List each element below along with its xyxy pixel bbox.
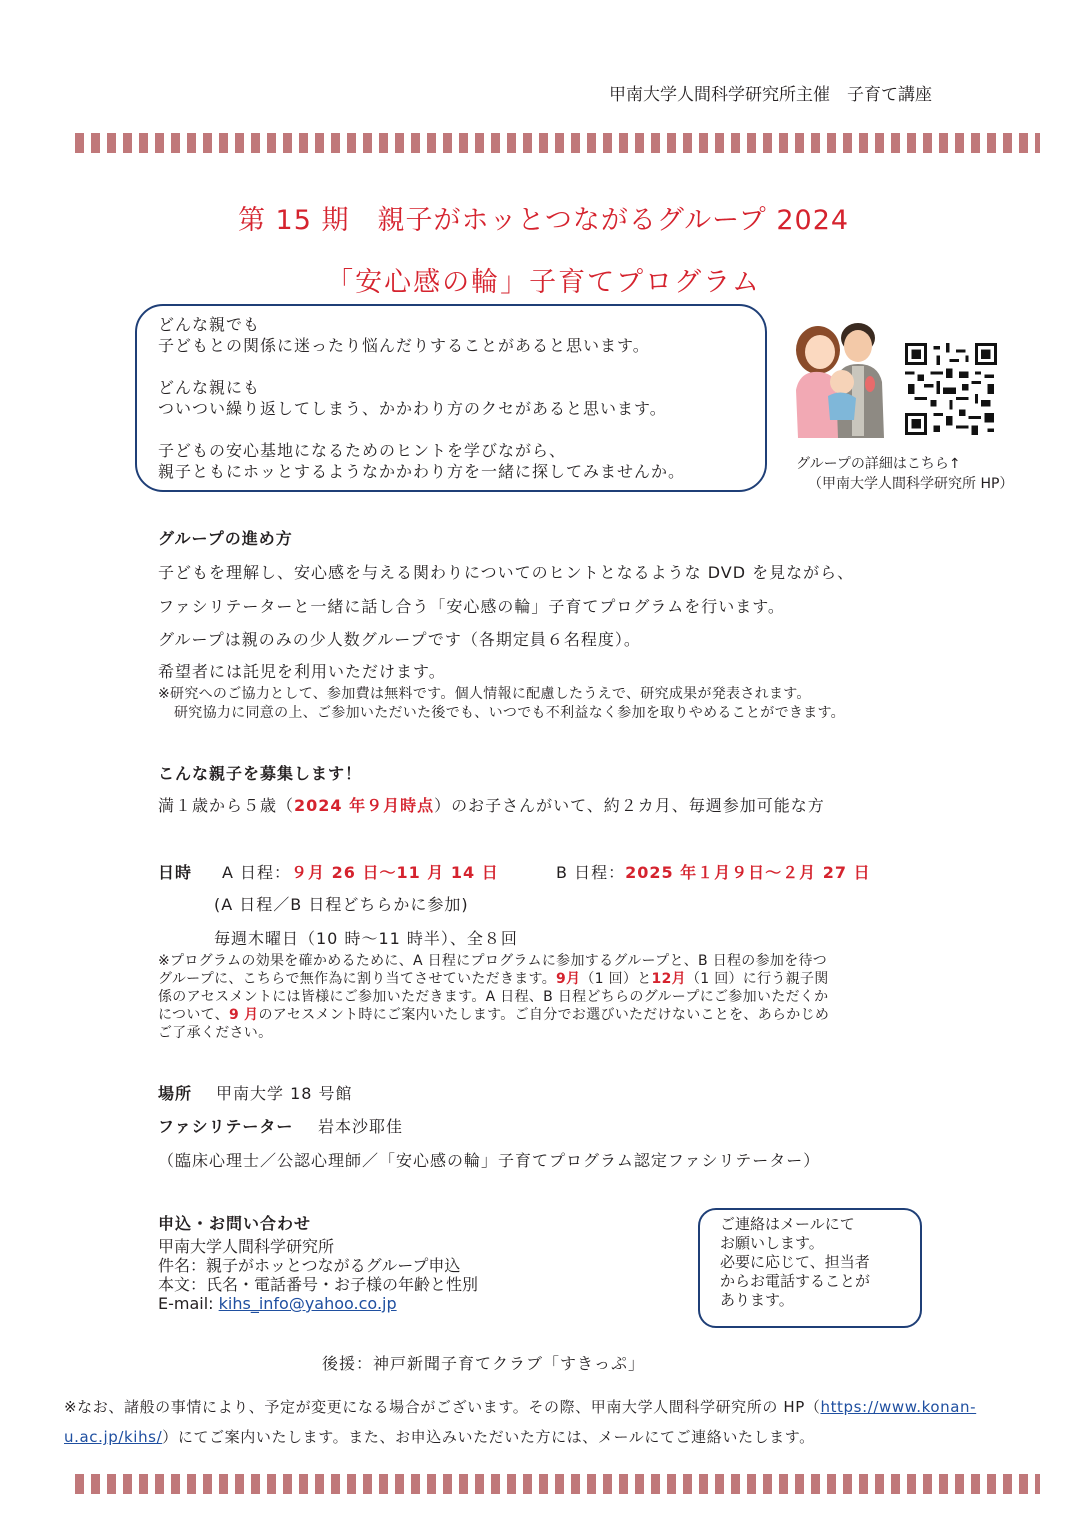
support-text: 後援：神戸新聞子育てクラブ「すきっぷ」 (322, 1354, 646, 1373)
schedule-label: 日時 (158, 863, 193, 882)
schedule-note-line (158, 970, 948, 988)
schedule-note-month: 9 月 (228, 1007, 259, 1023)
facilitator-name: 岩本沙耶佳 (318, 1117, 404, 1136)
schedule-a-label: A 日程： (222, 863, 292, 882)
method-note: 研究協力に同意の上、ご参加いただいた後でも、いつでも不利益なく参加を取りやめることができます。 (174, 705, 845, 721)
intro-line: ついつい繰り返してしまう、かかわり方のクセがあると思います。 (158, 399, 667, 418)
recruit-text (158, 793, 825, 816)
email-label: E-mail: (158, 1294, 219, 1313)
hp-link[interactable]: u.ac.jp/kihs/ (64, 1428, 163, 1446)
qr-caption (796, 454, 1046, 494)
schedule-b-dates: 2025 年１月９日～２月 27 日 (625, 863, 871, 882)
qr-caption-line: （甲南大学人間科学研究所 HP） (808, 476, 1014, 492)
page-title: 第 15 期 親子がホッとつながるグループ 2024 (237, 205, 850, 236)
bottom-dashed-divider (75, 1474, 1040, 1494)
schedule-note-line: ※プログラムの効果を確かめるために、A 日程にプログラムに参加するグループと、B 日程の参加を待つ (158, 953, 828, 969)
contact-line: 件名：親子がホッとつながるグループ申込 (158, 1256, 461, 1275)
method-line: 子どもを理解し、安心感を与える関わりについてのヒントとなるような DVD を見ながら、 (158, 563, 855, 582)
intro-text (158, 314, 685, 482)
contact-note-line: からお電話することが (720, 1272, 871, 1290)
family-illustration (790, 320, 896, 446)
schedule-b-label: B 日程： (556, 863, 626, 882)
contact-email-line (158, 1294, 478, 1313)
disclaimer-text: ）にてご案内いたします。また、お申込みいただいた方には、メールにてご連絡いたします。 (162, 1428, 815, 1446)
schedule-a (222, 860, 499, 883)
contact-heading: 申込・お問い合わせ (158, 1214, 312, 1233)
qr-caption-line: グループの詳細はこちら↑ (796, 456, 961, 472)
contact-line: 甲南大学人間科学研究所 (158, 1237, 335, 1256)
intro-line: 子どもとの関係に迷ったり悩んだりすることがあると思います。 (158, 336, 650, 355)
top-dashed-divider (75, 133, 1040, 153)
schedule-line: 毎週木曜日（10 時～11 時半）、全８回 (214, 929, 518, 948)
header-text: 甲南大学人間科学研究所主催 子育て講座 (609, 85, 932, 105)
schedule-a-dates: ９月 26 日～11 月 14 日 (291, 863, 499, 882)
contact-note (720, 1215, 870, 1310)
method-note: ※研究へのご協力として、参加費は無料です。個人情報に配慮したうえで、研究成果が発表されます。 (158, 686, 811, 702)
method-line: グループは親のみの少人数グループです（各期定員６名程度）。 (158, 630, 641, 649)
schedule-note (158, 952, 948, 1042)
email-link[interactable]: kihs_info@yahoo.co.jp (218, 1294, 397, 1313)
schedule-note-part: （1 回）と (580, 971, 652, 987)
intro-line: どんな親にも (158, 378, 261, 397)
method-heading: グループの進め方 (158, 529, 293, 548)
method-line: 希望者には託児を利用いただけます。 (158, 662, 446, 681)
recruit-text-pre: 満１歳から５歳（ (158, 796, 295, 815)
schedule-note-part: （1 回）に行う親子関 (685, 971, 829, 987)
method-line: ファシリテーターと一緒に話し合う「安心感の輪」子育てプログラムを行います。 (158, 597, 785, 616)
contact-note-line: あります。 (720, 1291, 794, 1309)
schedule-note-part: のアセスメント時にご案内いたします。ご自分でお選びいただけないことを、あらかじめ (258, 1007, 830, 1023)
facilitator-label: ファシリテーター (158, 1117, 294, 1136)
schedule-b (556, 860, 871, 883)
recruit-text-post: ）のお子さんがいて、約２カ月、毎週参加可能な方 (434, 796, 825, 815)
page-subtitle: 「安心感の輪」子育てプログラム (326, 267, 761, 298)
schedule-note-month: 12月 (651, 971, 686, 987)
hp-link[interactable]: https://www.konan- (820, 1398, 977, 1416)
contact-section (158, 1214, 478, 1313)
schedule-note-line: ご了承ください。 (158, 1025, 273, 1041)
contact-note-line: ご連絡はメールにて (720, 1215, 855, 1233)
schedule-note-line (158, 1006, 948, 1024)
qr-code-icon[interactable] (905, 343, 997, 435)
recruit-date-highlight: 2024 年９月時点 (294, 796, 435, 815)
schedule-note-month: 9月 (556, 971, 581, 987)
schedule-note-line: 係のアセスメントには皆様にご参加いただきます。A 日程、B 日程どちらのグループにご参加いただくか (158, 989, 829, 1005)
disclaimer-text: ※なお、諸般の事情により、予定が変更になる場合がございます。その際、甲南大学人間科学研究所の HP（ (64, 1398, 821, 1416)
contact-note-line: お願いします。 (720, 1234, 824, 1252)
contact-note-line: 必要に応じて、担当者 (720, 1253, 870, 1271)
intro-line: 子どもの安心基地になるためのヒントを学びながら、 (158, 441, 567, 460)
intro-line: 親子ともにホッとするようなかかわり方を一緒に探してみませんか。 (158, 462, 686, 481)
recruit-heading: こんな親子を募集します！ (158, 764, 363, 783)
place-value: 甲南大学 18 号館 (216, 1084, 353, 1103)
schedule-note-part: について、 (158, 1007, 229, 1023)
intro-line: どんな親でも (158, 315, 261, 334)
disclaimer (64, 1392, 1039, 1452)
schedule-line: (A 日程／B 日程どちらかに参加) (214, 895, 469, 914)
schedule-note-part: グループに、こちらで無作為に割り当てさせていただきます。 (158, 971, 557, 987)
place-label: 場所 (158, 1084, 193, 1103)
facilitator-detail: （臨床心理士／公認心理師／「安心感の輪」子育てプログラム認定ファシリテーター） (158, 1151, 821, 1170)
contact-line: 本文：氏名・電話番号・お子様の年齢と性別 (158, 1275, 479, 1294)
